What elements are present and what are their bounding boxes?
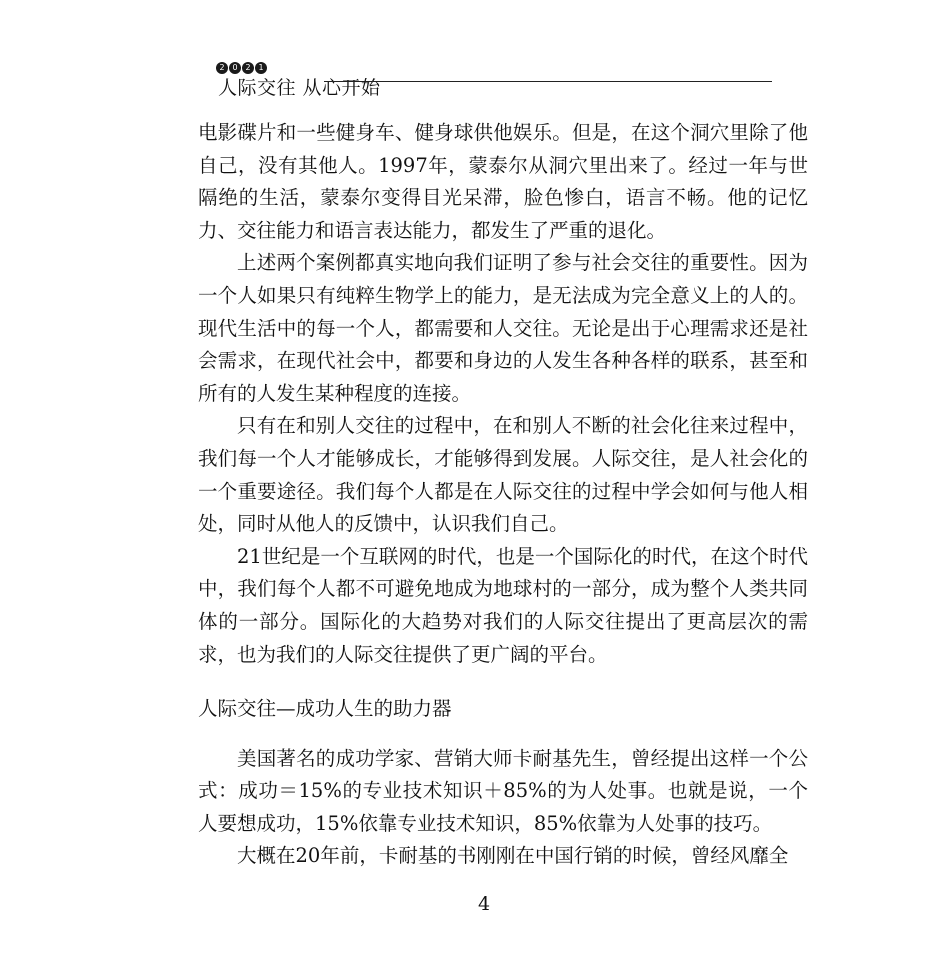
page-number: 4	[477, 893, 491, 915]
body-paragraph: 美国著名的成功学家、营销大师卡耐基先生，曾经提出这样一个公式：成功＝15%的专业技术知识＋85%的为人处事。也就是说，一个人要想成功，15%依靠专业技术知识，85%依靠为人处事的技巧。	[198, 746, 808, 835]
header-rule	[324, 81, 772, 82]
body-paragraph: 上述两个案例都真实地向我们证明了参与社会交往的重要性。因为一个人如果只有纯粹生物学上的能力，是无法成为完全意义上的人的。现代生活中的每一个人，都需要和人交往。无论是出于心理需求还是社会需求，在现代社会中，都要和身边的人发生各种各样的联系，甚至和所有的人发生某种程度的连接。	[198, 251, 808, 405]
logo-letter: 2	[216, 62, 228, 74]
body-paragraph: 电影碟片和一些健身车、健身球供他娱乐。但是，在这个洞穴里除了他自己，没有其他人。1997年，蒙泰尔从洞穴里出来了。经过一年与世隔绝的生活，蒙泰尔变得目光呆滞，脸色惨白，语言不畅。他的记忆力、交往能力和语言表达能力，都发生了严重的退化。	[198, 121, 808, 242]
page-header	[216, 62, 772, 99]
logo-letter: 1	[255, 62, 267, 74]
logo-letter: 2	[242, 62, 254, 74]
header-title: 人际交往 从心开始	[218, 77, 381, 99]
logo-letter: 0	[229, 62, 241, 74]
section-gap	[198, 726, 808, 743]
body-paragraph: 21世纪是一个互联网的时代，也是一个国际化的时代，在这个时代中，我们每个人都不可避免地成为地球村的一部分，成为整个人类共同体的一部分。国际化的大趋势对我们的人际交往提出了更高层次的需求，也为我们的人际交往提供了更广阔的平台。	[198, 544, 808, 666]
body-paragraph: 大概在20年前，卡耐基的书刚刚在中国行销的时候，曾经风靡全	[237, 844, 789, 868]
section-heading: 人际交往—成功人生的助力器	[198, 697, 452, 721]
page-body	[198, 117, 808, 873]
body-paragraph: 只有在和别人交往的过程中，在和别人不断的社会化往来过程中，我们每一个人才能够成长，才能够得到发展。人际交往，是人社会化的一个重要途径。我们每个人都是在人际交往的过程中学会如何与他人相处，同时从他人的反馈中，认识我们自己。	[198, 414, 808, 536]
